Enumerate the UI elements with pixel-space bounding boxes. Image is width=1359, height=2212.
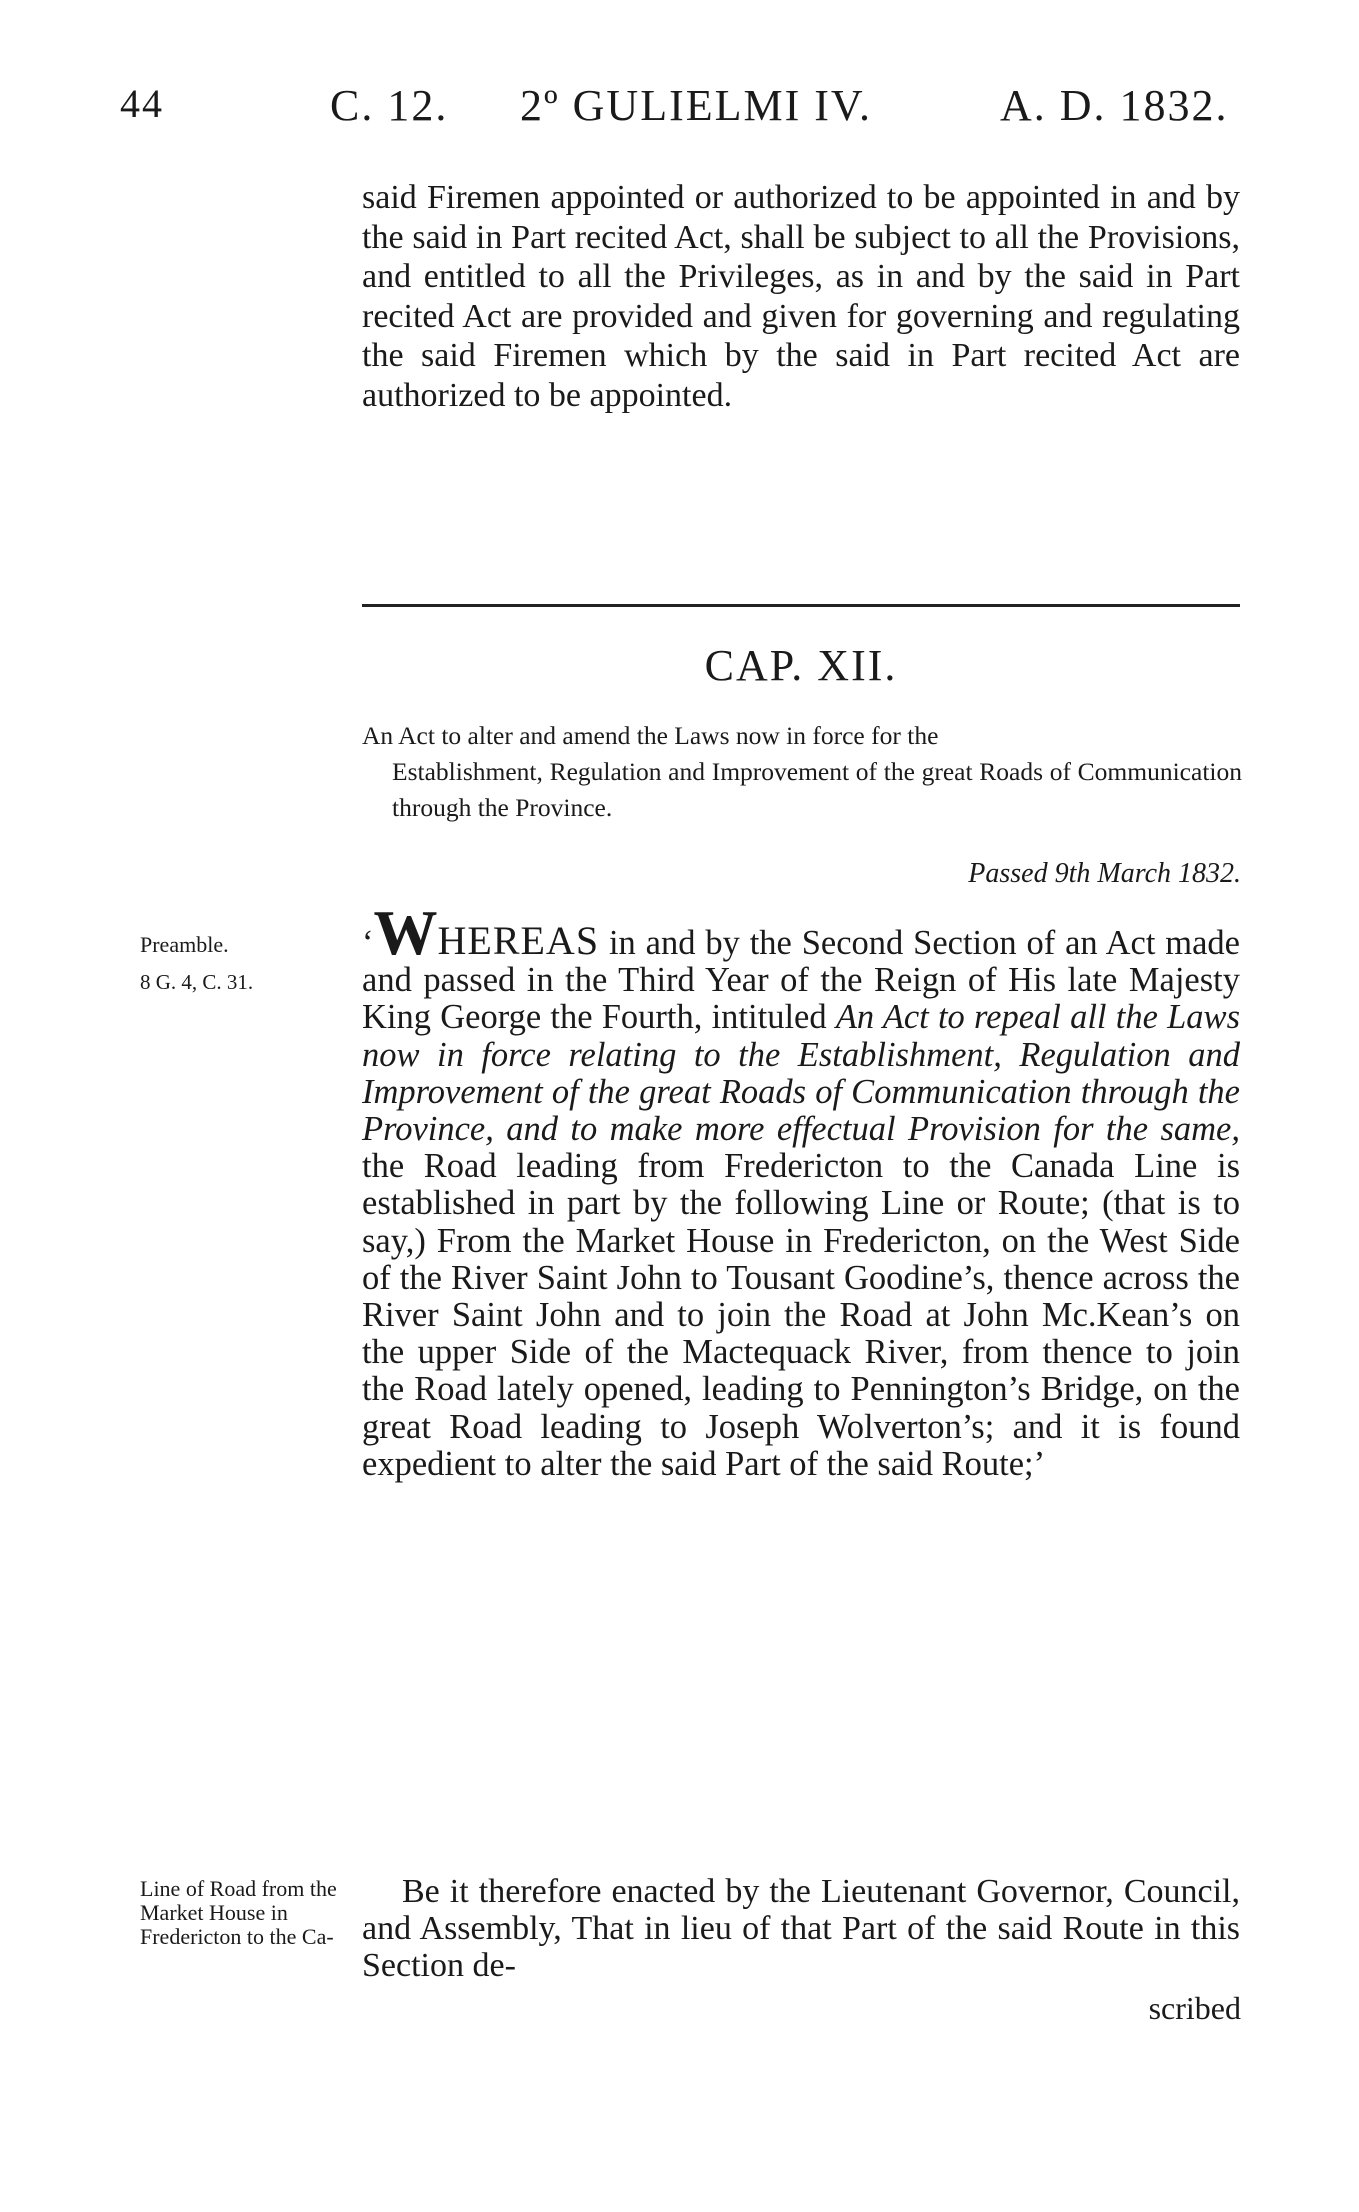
drop-letter: W [373,897,438,968]
margin-note-preamble: Preamble. [140,932,229,957]
catchword: scribed [1148,1990,1241,2026]
passed-date: Passed 9th March 1832. [968,858,1241,889]
regnal-year: 2º GULIELMI IV. [520,81,873,130]
act-title [362,718,1242,826]
section-divider [362,604,1240,607]
margin-note-citation: 8 G. 4, C. 31. [140,970,254,994]
enactment-paragraph: Be it therefore enacted by the Lieutenant Governor, Council, and Assembly, That in lieu of that Part of the said Route in this Section de- [362,1873,1240,1984]
preamble-text-a: in and by the Second Section of an Act made and passed in the Third Year of the Reign of His late Majesty King George the Fourth, intituled [362,924,1240,1037]
lead-word: HEREAS [437,918,600,963]
page-number: 44 [120,81,164,126]
chapter-reference: C. 12. [330,81,449,130]
cited-act-title: An Act to repeal all the Laws now in force relating to the Establishment, Regulation and Improvement of the great Roads of Communication through the Province, and to make more effectual Provision for the same, [362,998,1240,1149]
chapter-heading: CAP. XII. [704,641,898,690]
margin-note-line-of-road: Line of Road from the Market House in Fredericton to the Ca- [140,1876,337,1949]
preamble-text-b: the Road leading from Fredericton to the Canada Line is established in part by the following Line or Route; (that is to say,) From the Market House in Fredericton, on the West Side of the River Saint John to Tousant Goodine’s, thence across the River Saint John and to join the Road at John Mc.Kean’s on the upper Side of the Mactequack River, from thence to join the Road lately opened, leading to Pennington’s Bridge, on the great Road leading to Joseph Wolverton’s; and it is found expedient to alter the said Part of the said Route;’ [362,1147,1240,1483]
preamble-paragraph [362,897,1240,1483]
act-title-rest: Establishment, Regulation and Improvement of the great Roads of Communication through the Province. [392,757,1242,822]
running-header [120,80,1240,140]
act-title-first-line: An Act to alter and amend the Laws now in force for the [362,721,939,750]
open-quote: ‘ [362,924,374,962]
previous-section-text: said Firemen appointed or authorized to be appointed in and by the said in Part recited Act, shall be subject to all the Provisions, and entitled to all the Privileges, as in and by the said in Part recited Act are provided and given for governing and regulating the said Firemen which by the said in Part recited Act are authorized to be appointed. [362,179,1240,414]
anno-domini: A. D. 1832. [1000,81,1229,130]
preamble-lead [373,897,600,968]
